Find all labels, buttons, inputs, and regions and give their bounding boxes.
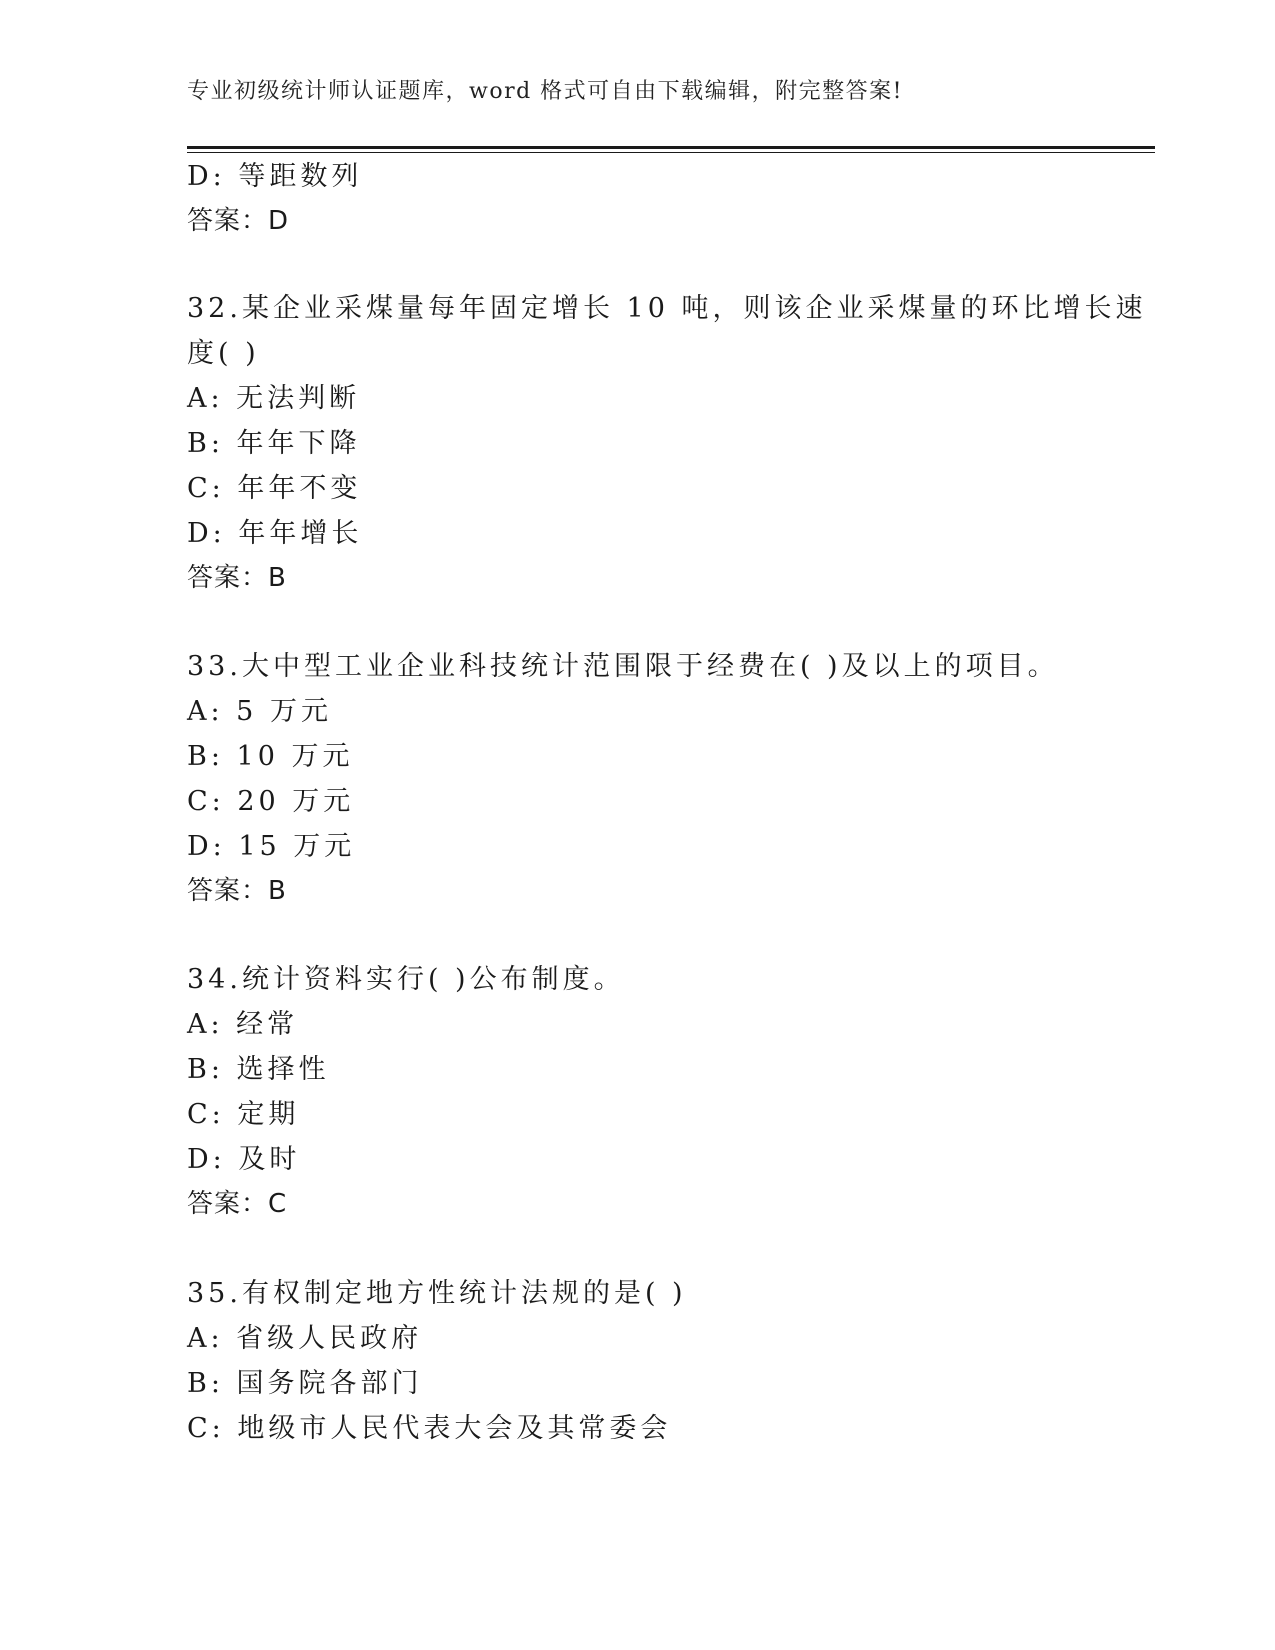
q32-option-a: A: 无法判断 — [187, 383, 361, 414]
q31-answer: 答案：D — [187, 206, 290, 236]
q34-option-c: C: 定期 — [187, 1099, 300, 1130]
q35-option-c: C: 地级市人民代表大会及其常委会 — [187, 1413, 672, 1444]
q35-option-a: A: 省级人民政府 — [187, 1323, 423, 1354]
q32-option-d: D: 年年增长 — [187, 518, 363, 549]
q33-option-b: B: 10 万元 — [187, 741, 354, 772]
header-rule-thin — [187, 152, 1155, 153]
q32-stem-line1: 32.某企业采煤量每年固定增长 10 吨，则该企业采煤量的环比增长速 — [187, 293, 1147, 324]
q32-answer: 答案：B — [187, 563, 287, 593]
q32-option-c: C: 年年不变 — [187, 473, 362, 504]
q31-option-d: D: 等距数列 — [187, 161, 363, 192]
q35-option-b: B: 国务院各部门 — [187, 1368, 423, 1399]
page-header: 专业初级统计师认证题库，word 格式可自由下载编辑，附完整答案! — [187, 79, 904, 104]
q33-option-d: D: 15 万元 — [187, 831, 356, 862]
header-rule-thick — [187, 146, 1155, 149]
q33-answer: 答案：B — [187, 876, 287, 906]
q34-option-b: B: 选择性 — [187, 1054, 330, 1085]
q33-option-c: C: 20 万元 — [187, 786, 355, 817]
q33-stem: 33.大中型工业企业科技统计范围限于经费在( )及以上的项目。 — [187, 651, 1059, 682]
q34-option-d: D: 及时 — [187, 1144, 301, 1175]
q32-stem-line2: 度( ) — [187, 338, 260, 369]
q34-stem: 34.统计资料实行( )公布制度。 — [187, 964, 625, 995]
q32-option-b: B: 年年下降 — [187, 428, 361, 459]
q34-option-a: A: 经常 — [187, 1009, 299, 1040]
q33-option-a: A: 5 万元 — [187, 696, 332, 727]
q35-stem: 35.有权制定地方性统计法规的是( ) — [187, 1278, 687, 1309]
q34-answer: 答案：C — [187, 1189, 288, 1219]
